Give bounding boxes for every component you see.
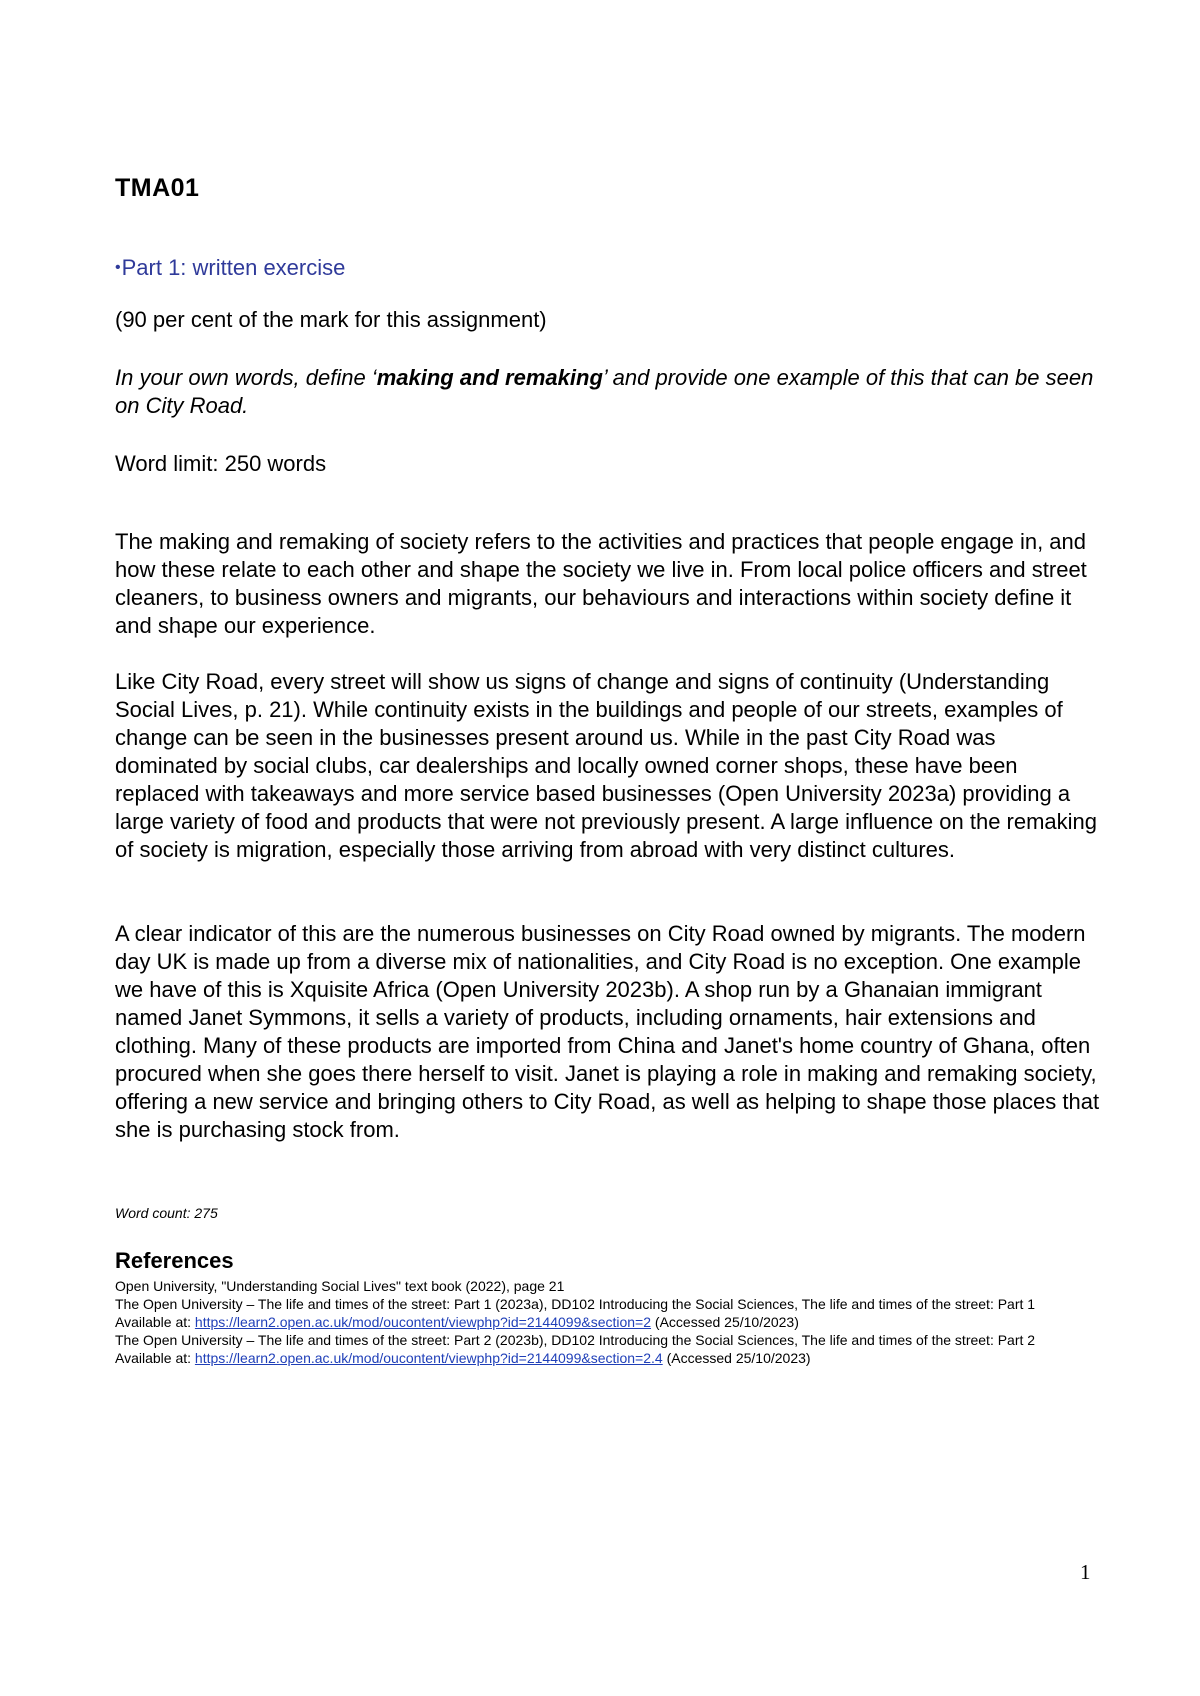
page-number: 1 <box>1080 1560 1091 1584</box>
reference-1: Open University, "Understanding Social Lives" text book (2022), page 21 <box>115 1278 565 1294</box>
references-list <box>115 1277 1090 1367</box>
document-title: TMA01 <box>115 174 200 202</box>
part-heading-text: Part 1: written exercise <box>121 255 346 280</box>
reference-3-availability <box>115 1349 1090 1367</box>
question-prefix: In your own words, define ‘ <box>115 365 377 390</box>
available-at-label: Available at: <box>115 1350 195 1366</box>
reference-3-link[interactable]: https://learn2.open.ac.uk/mod/oucontent/viewphp?id=2144099&section=2.4 <box>194 1350 663 1366</box>
available-at-label: Available at: <box>115 1314 195 1330</box>
references-heading: References <box>115 1248 234 1273</box>
reference-2: The Open University – The life and times of the street: Part 1 (2023a), DD102 Introducing the Social Sciences, The life and times of the street: Part 1 <box>115 1296 1036 1312</box>
reference-3: The Open University – The life and times of the street: Part 2 (2023b), DD102 Introducing the Social Sciences, The life and times of the street: Part 2 <box>115 1332 1036 1348</box>
body-paragraph-1: The making and remaking of society refers to the activities and practices that people engage in, and how these relate to each other and shape the society we live in. From local police officers and street cleaners, to business owners and migrants, our behaviours and interactions within society define it and shape our experience. <box>115 529 1087 638</box>
body-paragraph-2: Like City Road, every street will show us signs of change and signs of continuity (Understanding Social Lives, p. 21). While continuity exists in the buildings and people of our streets, examples of change can be seen in the businesses present around us. While in the past City Road was dominated by social clubs, car dealerships and locally owned corner shops, these have been replaced with takeaways and more service based businesses (Open University 2023a) providing a large variety of food and products that were not previously present. A large influence on the remaking of society is migration, especially those arriving from abroad with very distinct cultures. <box>115 669 1098 862</box>
accessed-date: (Accessed 25/10/2023) <box>662 1350 811 1366</box>
question-text <box>115 364 1095 420</box>
part-heading <box>115 255 345 281</box>
question-suffix: ’ and provide one example of this that can be seen on City Road. <box>115 365 1094 418</box>
bullet-icon: • <box>115 259 121 276</box>
question-term: making and remaking <box>376 365 603 390</box>
word-count: Word count: 275 <box>115 1205 218 1221</box>
word-limit: Word limit: 250 words <box>115 451 327 476</box>
marks-note: (90 per cent of the mark for this assignment) <box>115 307 547 332</box>
body-paragraph-3: A clear indicator of this are the numerous businesses on City Road owned by migrants. The modern day UK is made up from a diverse mix of nationalities, and City Road is no exception. One example we have of this is Xquisite Africa (Open University 2023b). A shop run by a Ghanaian immigrant named Janet Symmons, it sells a variety of products, including ornaments, hair extensions and clothing. Many of these products are imported from China and Janet's home country of Ghana, often procured when she goes there herself to visit. Janet is playing a role in making and remaking society, offering a new service and bringing others to City Road, as well as helping to shape those places that she is purchasing stock from. <box>115 921 1100 1142</box>
reference-2-availability <box>115 1313 1090 1331</box>
accessed-date: (Accessed 25/10/2023) <box>651 1314 799 1330</box>
reference-2-link[interactable]: https://learn2.open.ac.uk/mod/oucontent/viewphp?id=2144099&section=2 <box>194 1314 652 1330</box>
